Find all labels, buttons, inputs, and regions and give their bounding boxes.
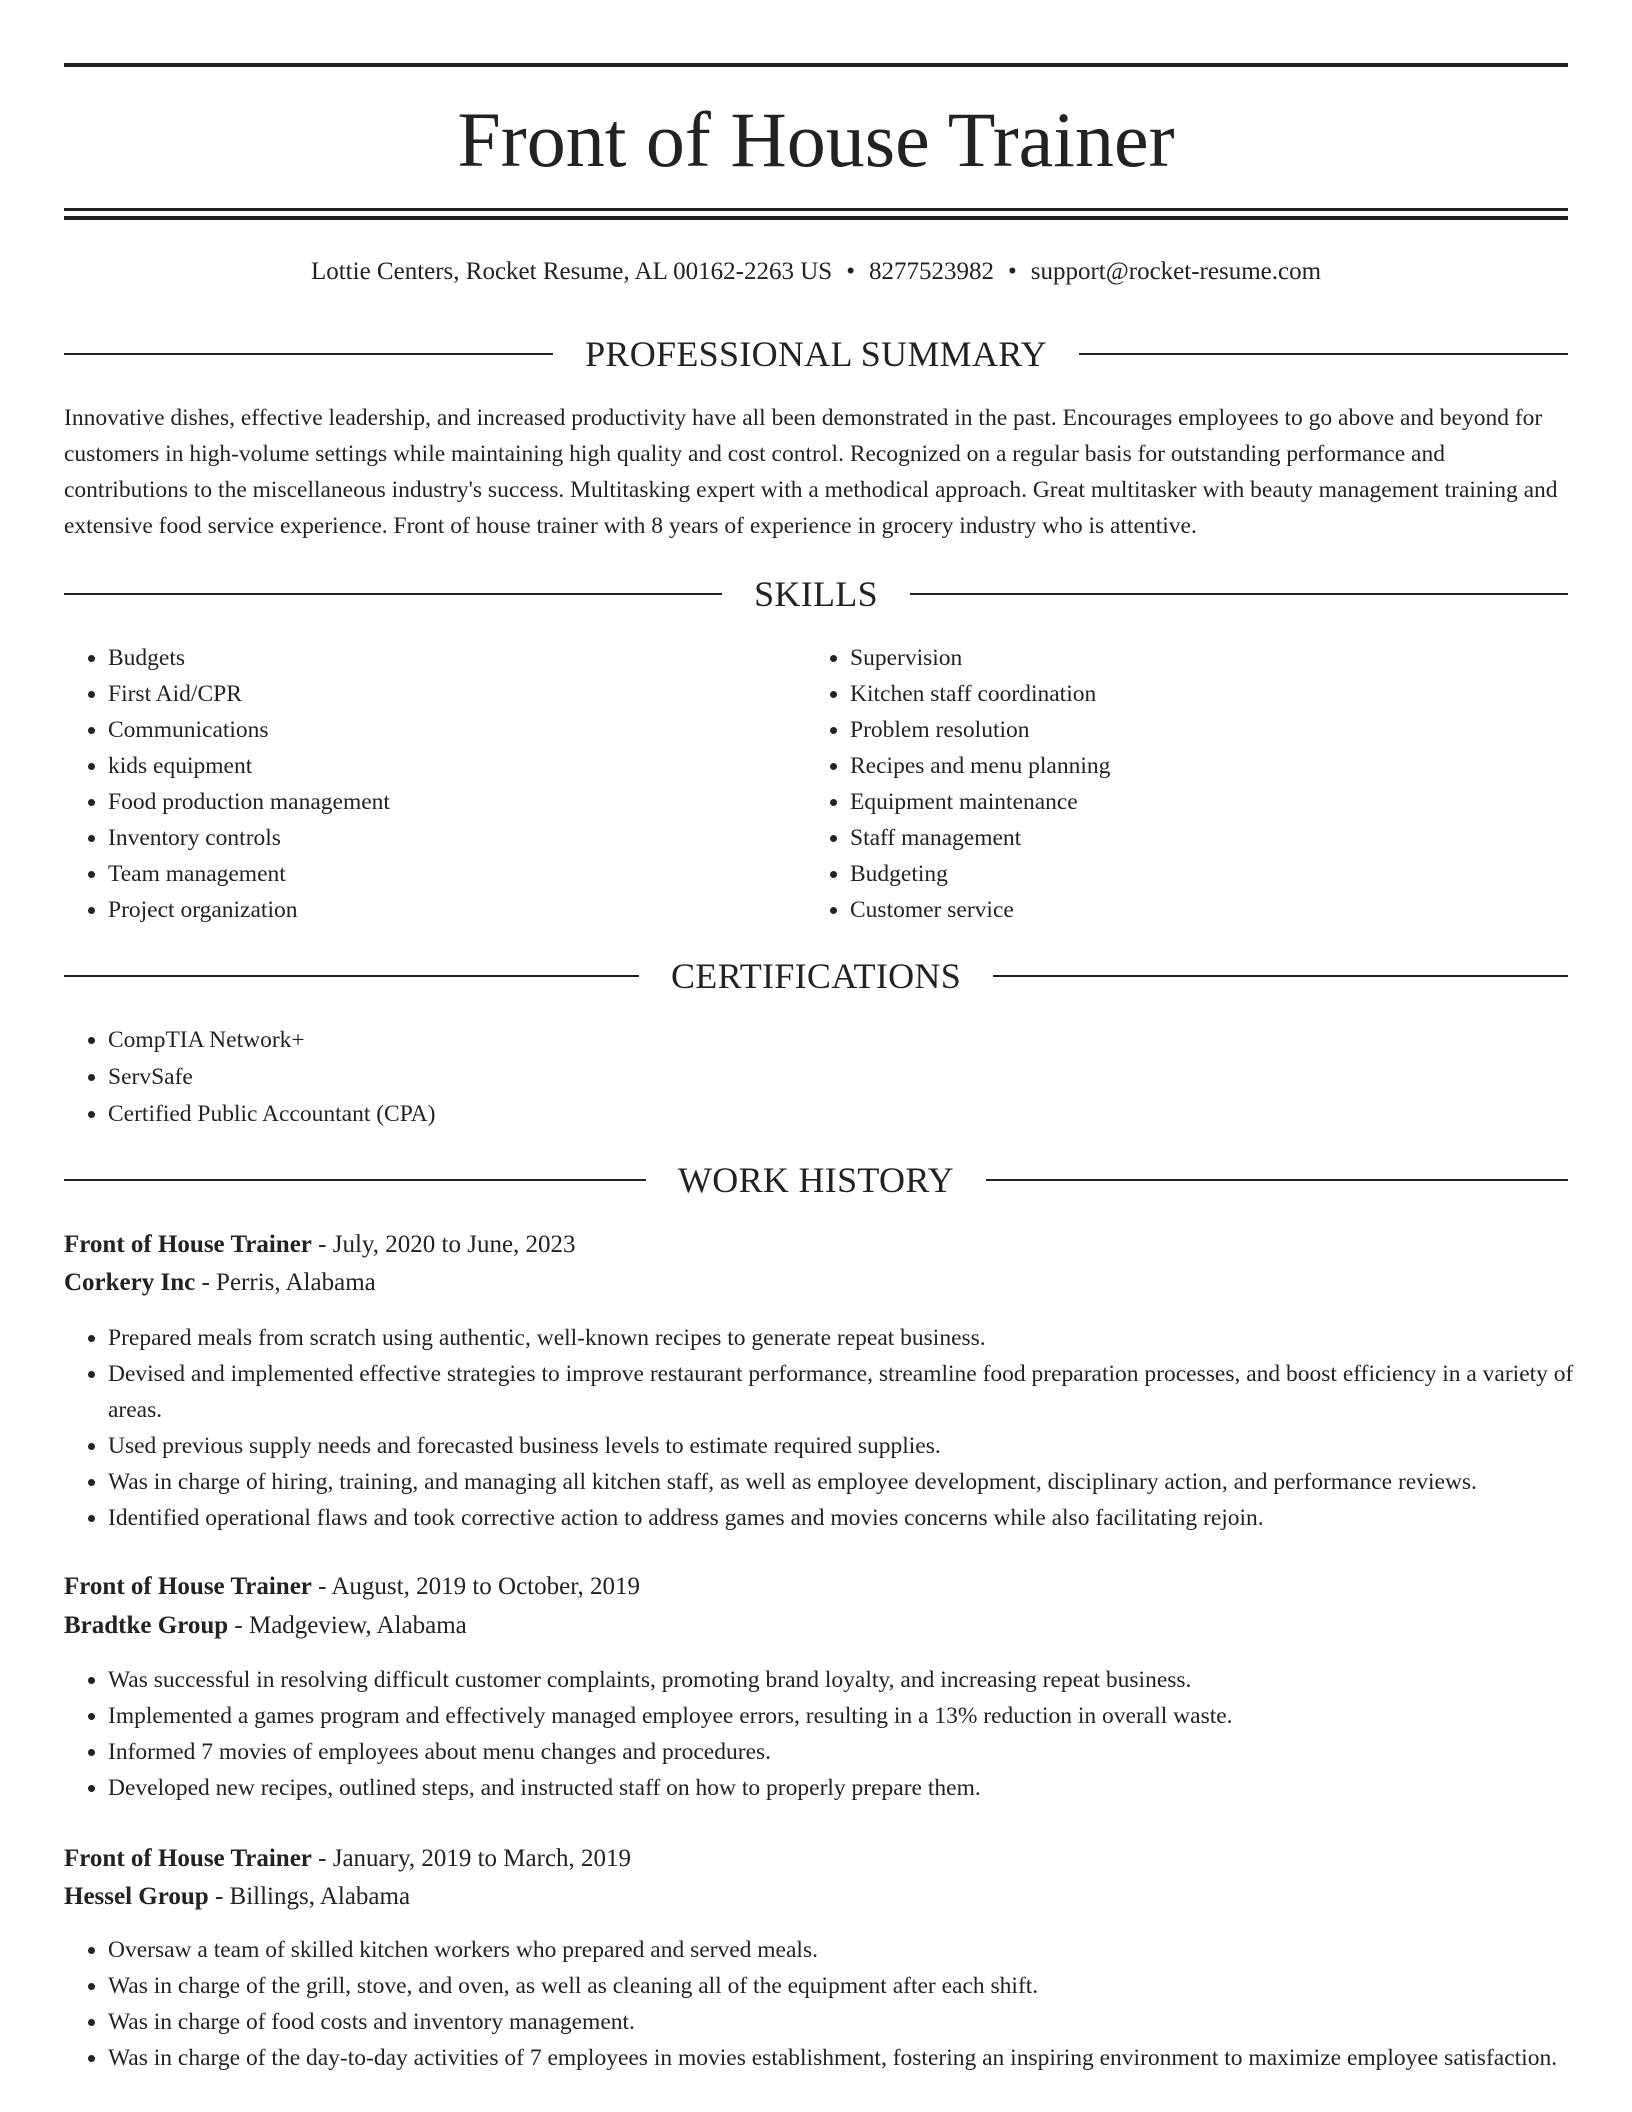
contact-email: support@rocket-resume.com: [1030, 258, 1322, 285]
skill-item: • Food production management: [108, 784, 808, 820]
job-location: - Madgeview, Alabama: [228, 1612, 467, 1639]
skill-item: • Budgets: [108, 640, 808, 676]
job-title-line: [64, 1568, 1568, 1606]
contact-separator: •: [1007, 258, 1017, 285]
title-rule-upper: [64, 208, 1568, 211]
section-heading-summary: [64, 332, 1568, 376]
job-bullet: • Prepared meals from scratch using authentic, well-known recipes to generate repeat business.: [108, 1320, 1628, 1356]
section-title: WORK HISTORY: [678, 1160, 954, 1200]
job-bullet: • Was in charge of food costs and inventory management.: [108, 2004, 1568, 2040]
job-bullets: [64, 1320, 1628, 1536]
heading-rule: [64, 353, 553, 355]
skill-item: • Budgeting: [850, 856, 1550, 892]
section-heading-skills: [64, 572, 1568, 616]
job-bullet: • Used previous supply needs and forecasted business levels to estimate required supplies.: [108, 1428, 1628, 1464]
heading-rule: [64, 1179, 646, 1181]
heading-rule: [993, 975, 1568, 977]
contact-line: [64, 252, 1568, 292]
certifications-list: [64, 1022, 1568, 1133]
certification-item: • CompTIA Network+: [108, 1022, 1568, 1059]
job-company-line: [64, 1264, 1568, 1302]
job-bullet: • Identified operational flaws and took corrective action to address games and movies concerns while also facilitating rejoin.: [108, 1500, 1628, 1536]
heading-rule: [910, 593, 1568, 595]
job-title-line: [64, 1840, 1568, 1878]
job-company: Corkery Inc: [64, 1269, 196, 1296]
job-dates: - August, 2019 to October, 2019: [311, 1573, 641, 1600]
job-bullet: • Was in charge of the day-to-day activities of 7 employees in movies establishment, fostering an inspiring environment to maximize employee satisfaction.: [108, 2040, 1568, 2076]
job-bullet: • Was successful in resolving difficult customer complaints, promoting brand loyalty, and increasing repeat business.: [108, 1662, 1628, 1698]
job-company-line: [64, 1878, 1568, 1916]
job-bullet: • Was in charge of the grill, stove, and oven, as well as cleaning all of the equipment after each shift.: [108, 1968, 1568, 2004]
title-rule-lower: [64, 216, 1568, 220]
job-bullet: • Developed new recipes, outlined steps, and instructed staff on how to properly prepare them.: [108, 1770, 1628, 1806]
job-dates: - January, 2019 to March, 2019: [311, 1845, 632, 1872]
contact-phone: 8277523982: [868, 258, 994, 285]
job-bullets: [64, 1662, 1628, 1806]
job-bullets: [64, 1932, 1568, 2076]
top-rule: [64, 63, 1568, 67]
skill-item: • Team management: [108, 856, 808, 892]
section-heading-certifications: [64, 954, 1568, 998]
section-heading-work: [64, 1158, 1568, 1202]
job-bullet: • Devised and implemented effective strategies to improve restaurant performance, streamline food preparation processes, and boost efficiency in a variety of areas.: [108, 1356, 1628, 1428]
job-location: - Perris, Alabama: [195, 1269, 376, 1296]
skill-item: • Customer service: [850, 892, 1550, 928]
skill-item: • Staff management: [850, 820, 1550, 856]
skill-item: • First Aid/CPR: [108, 676, 808, 712]
section-title: CERTIFICATIONS: [670, 956, 962, 996]
job-bullet: • Was in charge of hiring, training, and managing all kitchen staff, as well as employee development, disciplinary action, and performance reviews.: [108, 1464, 1628, 1500]
section-title: PROFESSIONAL SUMMARY: [585, 334, 1047, 374]
job-dates: - July, 2020 to June, 2023: [311, 1231, 576, 1258]
skill-item: • Equipment maintenance: [850, 784, 1550, 820]
job-title: Front of House Trainer: [64, 1231, 312, 1258]
job-bullet: • Implemented a games program and effectively managed employee errors, resulting in a 13% reduction in overall waste.: [108, 1698, 1628, 1734]
heading-rule: [986, 1179, 1568, 1181]
job-bullet: • Oversaw a team of skilled kitchen workers who prepared and served meals.: [108, 1932, 1568, 1968]
skill-item: • Problem resolution: [850, 712, 1550, 748]
heading-rule: [64, 975, 639, 977]
skill-item: • Supervision: [850, 640, 1550, 676]
job-bullet: • Informed 7 movies of employees about menu changes and procedures.: [108, 1734, 1628, 1770]
resume-title: Front of House Trainer: [457, 96, 1175, 183]
heading-rule: [1079, 353, 1568, 355]
job-title: Front of House Trainer: [64, 1573, 312, 1600]
contact-address: Lottie Centers, Rocket Resume, AL 00162-2263 US: [310, 258, 833, 285]
skill-item: • kids equipment: [108, 748, 808, 784]
skills-list-left: [64, 640, 808, 928]
section-title: SKILLS: [754, 574, 878, 614]
summary-text: Innovative dishes, effective leadership, and increased productivity have all been demonstrated in the past. Encourages employees to go above and beyond for customers in high-volume settings while maintaining high quality and cost control. Recognized on a regular basis for outstanding performance and contributions to the miscellaneous industry's success. Multitasking expert with a methodical approach. Great multitasker with beauty management training and extensive food service experience. Front of house trainer with 8 years of experience in grocery industry who is attentive.: [64, 405, 1558, 539]
job-title-line: [64, 1226, 1568, 1264]
job-title: Front of House Trainer: [64, 1845, 312, 1872]
job-location: - Billings, Alabama: [208, 1883, 411, 1910]
skill-item: • Recipes and menu planning: [850, 748, 1550, 784]
skills-list-right: [806, 640, 1550, 928]
skill-item: • Inventory controls: [108, 820, 808, 856]
skill-item: • Kitchen staff coordination: [850, 676, 1550, 712]
skill-item: • Project organization: [108, 892, 808, 928]
job-company: Bradtke Group: [64, 1612, 229, 1639]
skill-item: • Communications: [108, 712, 808, 748]
certification-item: • ServSafe: [108, 1059, 1568, 1096]
certification-item: • Certified Public Accountant (CPA): [108, 1096, 1568, 1133]
heading-rule: [64, 593, 722, 595]
job-company-line: [64, 1607, 1568, 1645]
contact-separator: •: [846, 258, 855, 285]
job-company: Hessel Group: [64, 1883, 209, 1910]
